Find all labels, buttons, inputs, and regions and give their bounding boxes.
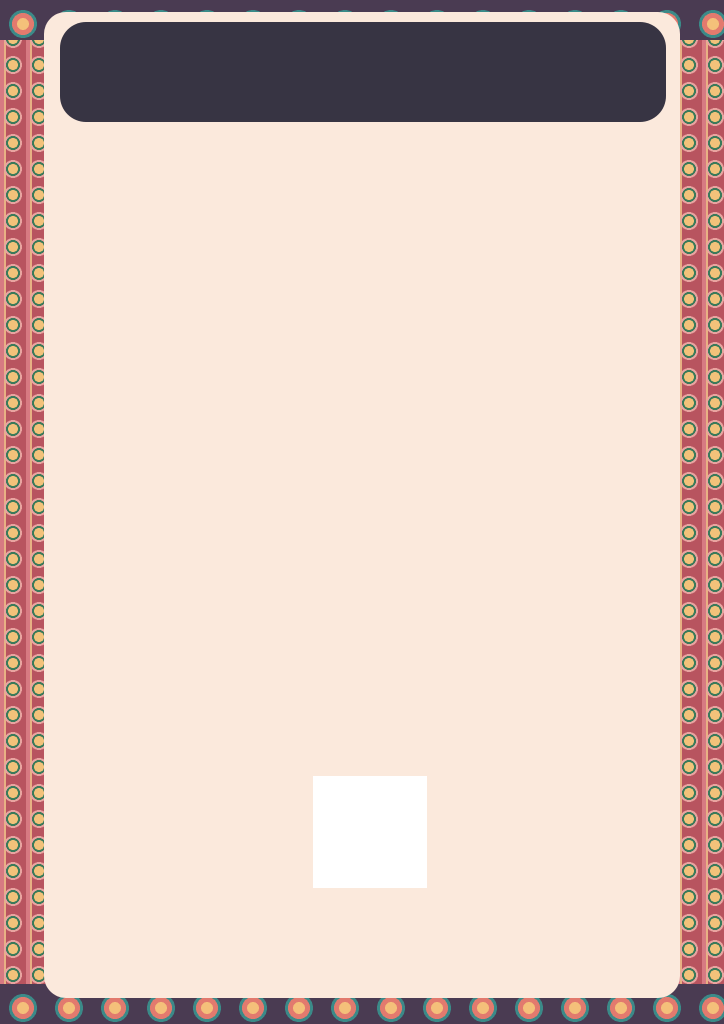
line-qr-code[interactable]: [313, 776, 427, 888]
page-title: [60, 22, 666, 122]
qr-code-graphic: [313, 776, 427, 888]
